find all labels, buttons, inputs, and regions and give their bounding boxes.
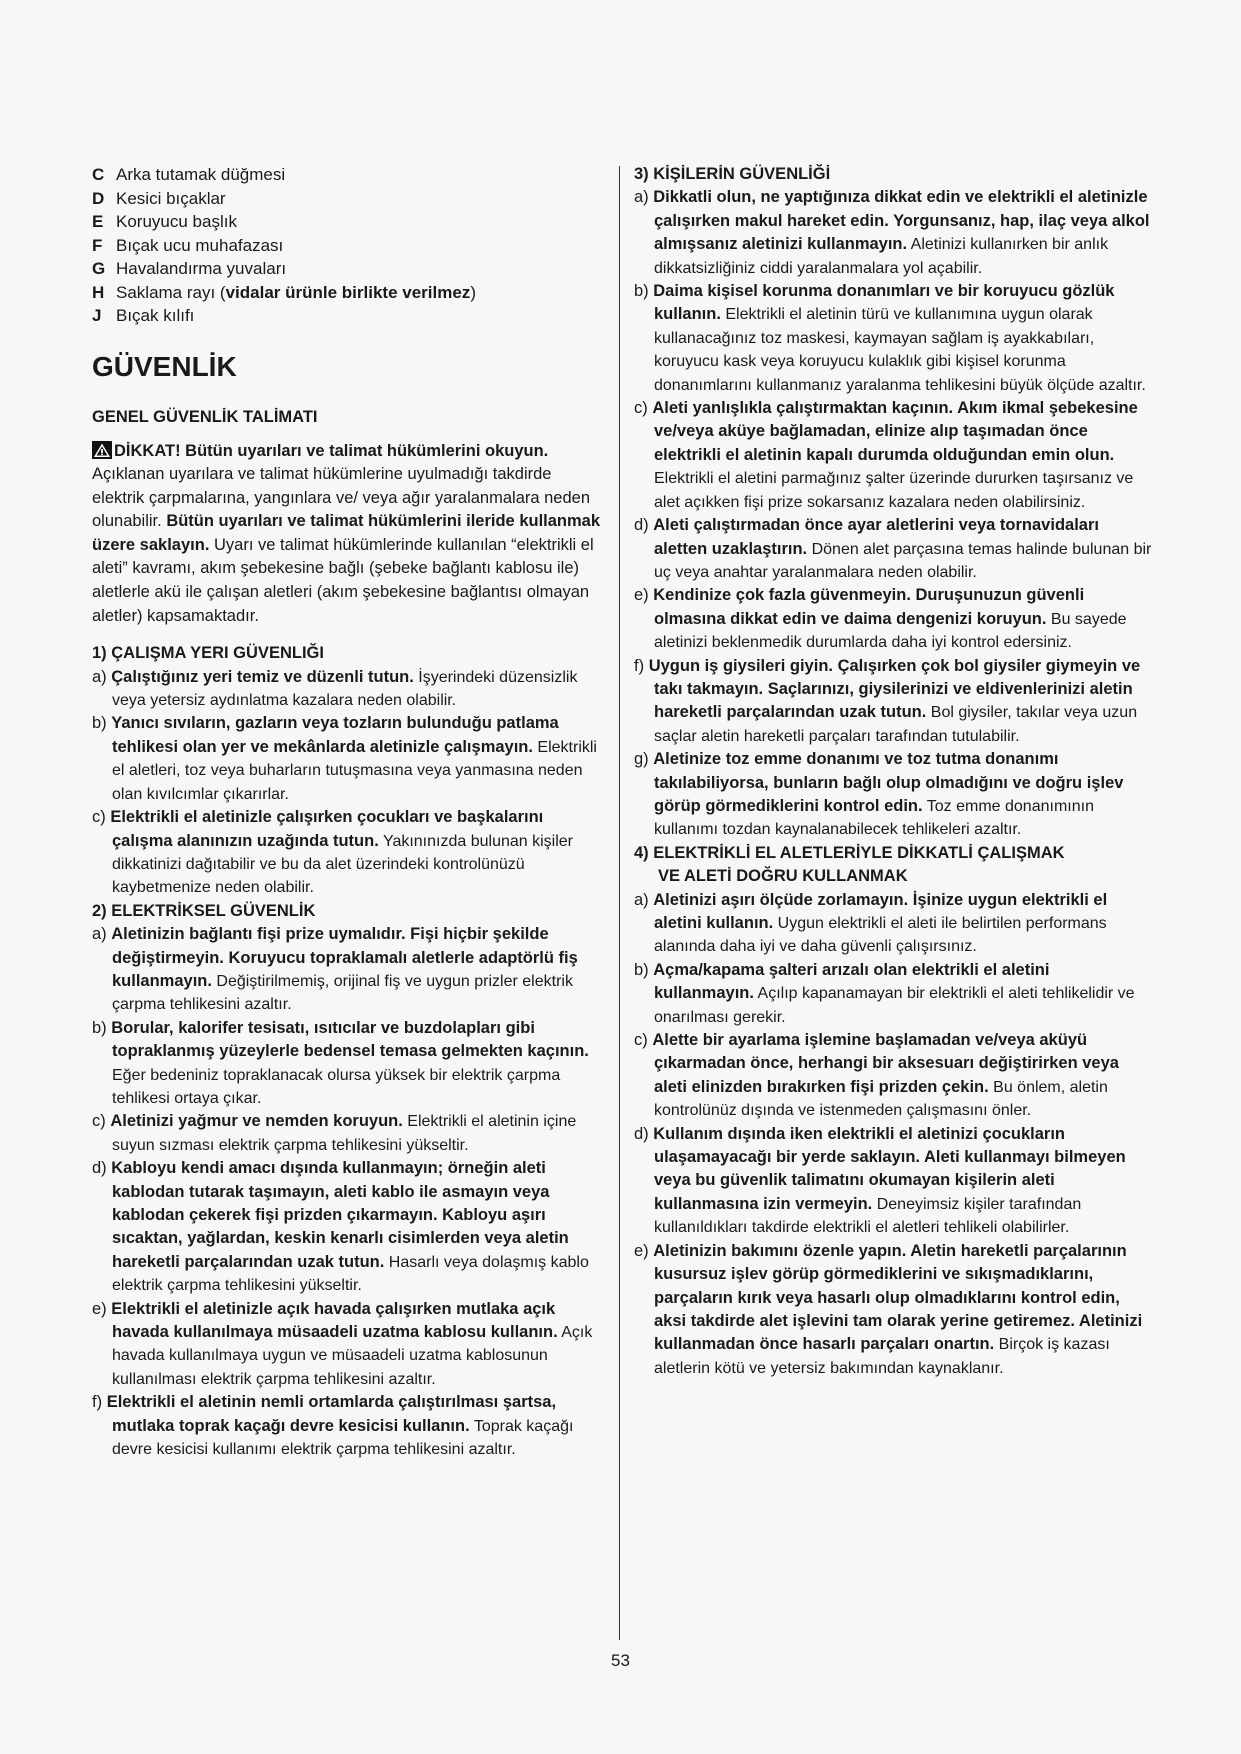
item-bold: Aleti yanlışlıkla çalıştırmaktan kaçının. Akım ikmal şebekesine ve/veya aküye bağlamadan, elinize alıp taşımadan önce elektrikli el aletinin kapalı durumda olduğundan emin olun.	[652, 399, 1138, 464]
warning-text-1: Açıklanan uyarılara ve talimat hükümlerine uyulmadığı takdirde elektrik çarpmalarına, yangınlara ve/ veya ağır yaralanmalara neden olunabilir.	[92, 465, 591, 531]
item-label: e)	[634, 1241, 649, 1260]
item-text: Toz emme donanımının kullanımı tozdan kaynalanabilecek tehlikeleri azaltır.	[654, 797, 1094, 839]
item-text: Uygun elektrikli el aleti ile belirtilen performans alanında daha iyi ve daha güvenli çalışırsınız.	[654, 915, 1107, 956]
item-bold: Aletinizi yağmur ve nemden koruyun.	[110, 1112, 403, 1131]
item-text: Eğer bedeniniz topraklanacak olursa yüksek bir elektrik çarpma tehlikesi ortaya çıkar.	[112, 1066, 561, 1107]
legend-item	[92, 234, 604, 258]
item-bold: Çalıştığınız yeri temiz ve düzenli tutun.	[111, 667, 414, 686]
item-text: Elektrikli el aletleri, toz veya buharların tutuşmasına veya yanmasına neden olan kıvılcımlar çıkarırlar.	[112, 738, 597, 803]
item-text: Aletinizi kullanırken bir anlık dikkatsizliğiniz ciddi yaralanmalara yol açabilir.	[654, 236, 1109, 277]
legend-item	[92, 257, 604, 281]
left-column	[92, 163, 604, 1461]
item-bold: Dikkatli olun, ne yaptığınıza dikkat edin ve elektrikli el aletinizle çalışırken makul hareket edin. Yorgunsanız, hap, ilaç veya alkol almışsanız aletinizi kullanmayın.	[653, 188, 1150, 254]
legend-key: J	[92, 306, 102, 325]
item-bold: Aleti çalıştırmadan önce ayar aletlerini veya tornavidaları aletten uzaklaştırın.	[653, 516, 1099, 558]
item-text: Birçok iş kazası aletlerin kötü ve yetersiz bakımından kaynaklanır.	[654, 1336, 1110, 1377]
legend-text: Bıçak kılıfı	[116, 306, 195, 325]
list-item	[634, 1029, 1152, 1123]
list-item	[92, 1110, 604, 1157]
legend-key: D	[92, 188, 105, 208]
legend-text: Saklama rayı (	[116, 282, 226, 302]
item-bold: Aletinizin bağlantı fişi prize uymalıdır. Fişi hiçbir şekilde değiştirmeyin. Koruyucu topraklamalı aletlerle adaptörlü fiş kullanmayın.	[111, 925, 578, 990]
item-bold: Borular, kalorifer tesisatı, ısıtıcılar ve buzdolapları gibi topraklanmış yüzeylerle bedensel temasa gelmekten kaçının.	[111, 1018, 589, 1061]
section-heading-line-1: 4) ELEKTRİKLİ EL ALETLERİYLE DİKKATLİ ÇALIŞMAK	[634, 843, 1065, 862]
item-text: Dönen alet parçasına temas halinde bulunan bir uç veya anahtar yaralanmalara neden olabilir.	[654, 540, 1152, 581]
item-bold: Elektrikli el aletinizle çalışırken çocukları ve başkalarını çalışma alanınızın uzağında tutun.	[110, 808, 544, 850]
warning-triangle-icon	[92, 441, 112, 459]
list-item	[92, 1391, 604, 1461]
legend-item	[92, 210, 604, 234]
item-text: Elektrikli el aletinin içine suyun sızması elektrik çarpma tehlikesini yükseltir.	[112, 1113, 577, 1154]
item-label: c)	[634, 399, 648, 418]
legend-text: Koruyucu başlık	[116, 212, 237, 231]
item-bold: Uygun iş giysileri giyin. Çalışırken çok bol giysiler giymeyin ve takı takmayın. Saçlarınızı, giysilerinizi ve eldivenlerinizi aletin hareketli parçalarından uzak tutun.	[648, 656, 1141, 722]
item-label: d)	[634, 516, 649, 535]
legend-key: E	[92, 212, 104, 231]
list-item	[634, 1123, 1152, 1240]
item-label: c)	[92, 1112, 106, 1131]
legend-text-tail: )	[470, 282, 476, 302]
page-number: 53	[611, 1651, 630, 1670]
list-item	[634, 748, 1152, 842]
list-item	[634, 959, 1152, 1029]
item-label: a)	[92, 925, 107, 944]
warning-paragraph	[92, 440, 604, 629]
item-label: b)	[634, 282, 649, 301]
legend-text: Bıçak ucu muhafazası	[116, 235, 284, 255]
item-label: a)	[634, 188, 649, 207]
list-item	[92, 666, 604, 713]
item-label: b)	[92, 714, 107, 733]
item-text: Hasarlı veya dolaşmış kablo elektrik çarpma tehlikesini yükseltir.	[112, 1253, 589, 1295]
item-bold: Elektrikli el aletinizle açık havada çalışırken mutlaka açık havada kullanılmaya müsaadeli uzatma kablosu kullanın.	[111, 1299, 558, 1342]
item-text: Deneyimsiz kişiler tarafından kullanıldıkları takdirde elektrikli el aletleri tehlikeli olabilirler.	[654, 1195, 1082, 1237]
legend-text-bold: vidalar ürünle birlikte verilmez	[225, 282, 471, 302]
parts-legend	[92, 163, 604, 328]
item-text: Toprak kaçağı devre kesicisi kullanımı elektrik çarpma tehlikesini azaltır.	[112, 1417, 574, 1459]
item-label: a)	[634, 890, 649, 909]
item-bold: Alette bir ayarlama işlemine başlamadan ve/veya aküyü çıkarmadan önce, herhangi bir aksesuarı değiştirirken veya aleti elinizden bırakırken fişi prizden çekin.	[652, 1031, 1119, 1096]
item-text: Bol giysiler, takılar veya uzun saçlar aletin hareketli parçaları tarafından tutulabilir.	[654, 704, 1138, 745]
list-item	[634, 280, 1152, 397]
legend-item	[92, 187, 604, 211]
legend-key: C	[92, 165, 105, 184]
section-subtitle: GENEL GÜVENLİK TALİMATI	[92, 407, 318, 426]
item-text: Elektrikli el aletini parmağınız şalter üzerinde dururken taşırsanız ve alet açıkken fişi prize sokarsanız kazalara neden olabilirsiniz.	[654, 470, 1134, 511]
list-item	[634, 186, 1152, 280]
legend-text: Kesici bıçaklar	[116, 188, 226, 208]
item-label: b)	[634, 960, 649, 979]
item-text: Yakınınızda bulunan kişiler dikkatinizi dağıtabilir ve bu da alet üzerindeki kontrolünüzü kaybetmenize neden olabilir.	[112, 832, 573, 897]
item-label: f)	[634, 656, 645, 675]
item-label: d)	[634, 1124, 649, 1143]
item-bold: Kullanım dışında iken elektrikli el aletinizi çocukların ulaşamayacağı bir yerde saklayın. Aleti kullanmayı bilmeyen veya bu güvenlik talimatını okumayan kişilerin aleti kullanmasına izin vermeyin.	[653, 1124, 1126, 1213]
item-bold: Aletinize toz emme donanımı ve toz tutma donanımı takılabiliyorsa, bunların bağlı olup olmadığını ve doğru işlev görüp görmediklerini kontrol edin.	[653, 750, 1124, 815]
item-bold: Aletinizi aşırı ölçüde zorlamayın. İşinize uygun elektrikli el aletini kullanın.	[653, 890, 1108, 932]
item-bold: Daima kişisel korunma donanımları ve bir koruyucu gözlük kullanın.	[653, 282, 1115, 324]
list-item	[92, 1017, 604, 1111]
section-heading: 1) ÇALIŞMA YERI GÜVENLIĞI	[92, 644, 324, 663]
warning-bold-1: DİKKAT! Bütün uyarıları ve talimat hükümlerini okuyun.	[114, 441, 549, 460]
item-bold: Elektrikli el aletinin nemli ortamlarda çalıştırılması şartsa, mutlaka toprak kaçağı devre kesicisi kullanın.	[106, 1393, 557, 1435]
item-label: f)	[92, 1393, 103, 1412]
section-heading: 2) ELEKTRİKSEL GÜVENLİK	[92, 901, 316, 920]
item-bold: Yanıcı sıvıların, gazların veya tozların bulunduğu patlama tehlikesi olan yer ve mekânlarda aletinizle çalışmayın.	[111, 714, 559, 756]
list-item	[92, 1157, 604, 1297]
list-item	[92, 1298, 604, 1392]
item-bold: Kabloyu kendi amacı dışında kullanmayın; örneğin aleti kablodan tutarak taşımayın, aleti kablo ile asmayın veya kablodan çekerek fişi prizden çıkarmayın. Kabloyu aşırı sıcaktan, yağlardan, keskin kenarlı cisimlerden veya aletin hareketli parçalarından uzak tutun.	[111, 1159, 569, 1271]
section-title: GÜVENLİK	[92, 350, 237, 382]
item-label: e)	[92, 1299, 107, 1318]
item-bold: Kendinize çok fazla güvenmeyin. Duruşunuzun güvenli olmasına dikkat edin ve daima dengenizi koruyun.	[653, 586, 1085, 628]
list-item	[634, 397, 1152, 514]
legend-text: Havalandırma yuvaları	[116, 259, 287, 278]
section-heading-line-2: VE ALETİ DOĞRU KULLANMAK	[658, 867, 908, 886]
list-item	[634, 889, 1152, 959]
item-text: Bu sayede aletinizi beklenmedik durumlarda daha iyi kontrol edersiniz.	[654, 610, 1127, 652]
item-bold: Açma/kapama şalteri arızalı olan elektrikli el aletini kullanmayın.	[653, 960, 1050, 1003]
column-divider	[619, 166, 620, 1640]
item-label: a)	[92, 667, 107, 686]
item-text: Değiştirilmemiş, orijinal fiş ve uygun prizler elektrik çarpma tehlikesini azaltır.	[112, 972, 573, 1014]
list-item	[634, 1240, 1152, 1380]
item-label: e)	[634, 586, 649, 605]
item-bold: Aletinizin bakımını özenle yapın. Aletin hareketli parçalarının kusursuz işlev görüp görmediklerini ve sıkışmadıklarını, parçaların kırık veya hasarlı olup olmadıklarını kontrol edin, aksi takdirde alet işlevini tam olarak yerine getiremez. Aletinizi kullanmadan önce hasarlı parçaları onartın.	[653, 1241, 1143, 1354]
legend-item	[92, 163, 604, 187]
list-item	[92, 806, 604, 900]
item-label: c)	[92, 808, 106, 827]
item-label: g)	[634, 750, 649, 769]
list-item	[634, 655, 1152, 749]
list-item	[634, 514, 1152, 584]
list-item	[92, 923, 604, 1017]
legend-item	[92, 281, 604, 305]
item-text: Açık havada kullanılmaya uygun ve müsaadeli uzatma kablosunun kullanılması elektrik çarpma tehlikesini azaltır.	[112, 1324, 593, 1388]
warning-bold-2: Bütün uyarıları ve talimat hükümlerini ileride kullanmak üzere saklayın.	[92, 512, 601, 554]
item-text: Bu önlem, aletin kontrolünüz dışında ve istenmeden çalışmasını önler.	[654, 1078, 1108, 1120]
legend-key: F	[92, 235, 103, 255]
legend-item	[92, 304, 604, 328]
warning-text-2: Uyarı ve talimat hükümlerinde kullanılan “elektrikli el aleti” kavramı, akım şebekesine bağlı (şebeke bağlantı kablosu ile) aletlerle akü ile çalışan aletleri (akım şebekesine bağlantısı olmayan aletler) kapsamaktadır.	[92, 535, 594, 625]
legend-key: H	[92, 282, 105, 302]
item-text: İşyerindeki düzensizlik veya yetersiz aydınlatma kazalara neden olabilir.	[112, 668, 578, 710]
list-item	[634, 584, 1152, 654]
legend-text: Arka tutamak düğmesi	[116, 165, 286, 184]
list-item	[92, 712, 604, 806]
section-heading: 3) KİŞİLERİN GÜVENLİĞİ	[634, 165, 831, 183]
item-label: b)	[92, 1018, 107, 1037]
right-column	[634, 163, 1152, 1380]
legend-key: G	[92, 259, 106, 278]
section-heading	[634, 842, 1152, 889]
item-label: d)	[92, 1159, 107, 1178]
item-text: Elektrikli el aletinin türü ve kullanımına uygun olarak kullanacağınız toz maskesi, kaymayan sağlam iş ayakkabıları, koruyucu kask veya koruyucu kulaklık gibi kişisel korunma donanımlarını kullanmanız yaralanma tehlikesini büyük ölçüde azaltır.	[654, 306, 1146, 394]
item-label: c)	[634, 1031, 648, 1050]
item-text: Açılıp kapanamayan bir elektrikli el aleti tehlikelidir ve onarılması gerekir.	[654, 985, 1135, 1026]
